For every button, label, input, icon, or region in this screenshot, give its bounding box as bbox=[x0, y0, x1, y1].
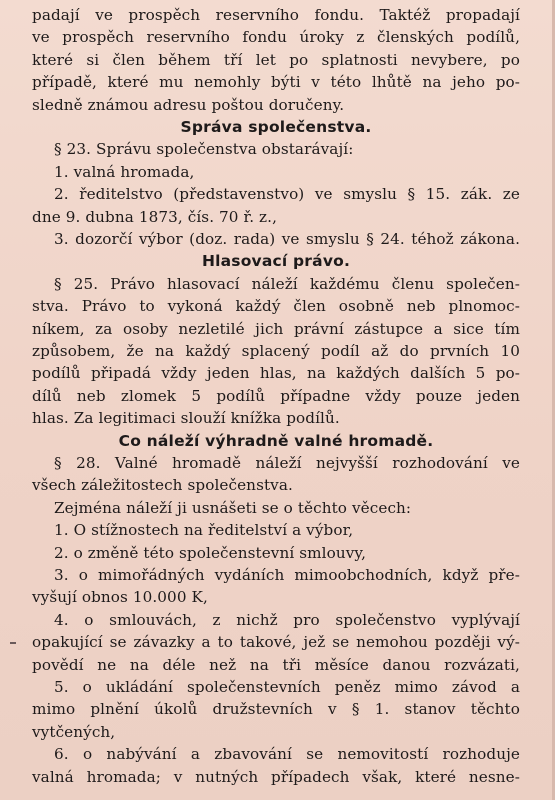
text-line: dílů neb zlomek 5 podílů případne vždy pouze jeden bbox=[32, 386, 520, 405]
text-line: 4. o smlouvách, z nichž pro společenstvo vyplývají bbox=[54, 610, 520, 629]
text-line: vytčených, bbox=[32, 722, 116, 741]
section-heading: Hlasovací právo. bbox=[201, 252, 351, 271]
text-line: 1. O stížnostech na ředitelství a výbor, bbox=[54, 521, 354, 540]
text-line: 6. o nabývání a zbavování se nemovitostí rozhoduje bbox=[54, 745, 520, 764]
text-line: ve prospěch reservního fondu úroky z členských podílů, bbox=[32, 28, 520, 47]
text-line: valná hromada; v nutných případech však, které nesne- bbox=[32, 767, 520, 786]
text-line: mimo plnění úkolů družstevních v § 1. stanov těchto bbox=[32, 700, 520, 719]
text-line: 1. valná hromada, bbox=[54, 162, 195, 181]
text-line: vyšují obnos 10.000 K, bbox=[32, 588, 208, 607]
text-line: 5. o ukládání společenstevních peněz mimo závod a bbox=[54, 678, 520, 696]
margin-mark bbox=[10, 642, 16, 644]
text-line: Zejména náleží ji usnášeti se o těchto věcech: bbox=[54, 498, 412, 517]
text-line: 3. dozorčí výbor (doz. rada) ve smyslu § 24. téhož zákona. bbox=[54, 230, 520, 248]
section-heading: Správa společenstva. bbox=[180, 118, 372, 136]
text-line: případě, které mu nemohly býti v této lhůtě na jeho po- bbox=[32, 73, 520, 92]
text-line: podílů připadá vždy jeden hlas, na každých dalších 5 po- bbox=[32, 364, 520, 383]
text-line: opakující se závazky a to takové, jež se nemohou později vý- bbox=[32, 633, 520, 652]
text-line: všech záležitostech společenstva. bbox=[32, 476, 293, 495]
text-line: 2. o změně této společenstevní smlouvy, bbox=[54, 543, 367, 562]
text-line: sledně známou adresu poštou doručeny. bbox=[32, 95, 345, 114]
text-line: hlas. Za legitimaci slouží knížka podílů. bbox=[32, 409, 340, 428]
section-heading: Co náleží výhradně valné hromadě. bbox=[118, 431, 434, 450]
text-line: § 25. Právo hlasovací náleží každému členu společen- bbox=[54, 274, 520, 293]
text-line: níkem, za osoby nezletilé jich právní zástupce a sice tím bbox=[32, 319, 520, 338]
text-line: způsobem, že na každý splacený podíl až do prvních 10 bbox=[32, 342, 520, 360]
text-line: 2. ředitelstvo (představenstvo) ve smyslu § 15. zák. ze bbox=[54, 185, 520, 204]
text-line: stva. Právo to vykoná každý člen osobně neb plnomoc- bbox=[32, 297, 520, 316]
text-line: § 28. Valné hromadě náleží nejvyšší rozhodování ve bbox=[54, 454, 520, 472]
text-line: § 23. Správu společenstva obstarávají: bbox=[54, 140, 354, 159]
text-line: 3. o mimořádných vydáních mimoobchodních, když pře- bbox=[54, 566, 520, 584]
text-line: dne 9. dubna 1873, čís. 70 ř. z., bbox=[32, 207, 278, 226]
text-line: povědí ne na déle než na tři měsíce danou rozvázati, bbox=[32, 655, 520, 674]
text-line: které si člen během tří let po splatnosti nevybere, po bbox=[32, 50, 520, 69]
text-line: padají ve prospěch reservního fondu. Taktéž propadají bbox=[32, 6, 520, 24]
